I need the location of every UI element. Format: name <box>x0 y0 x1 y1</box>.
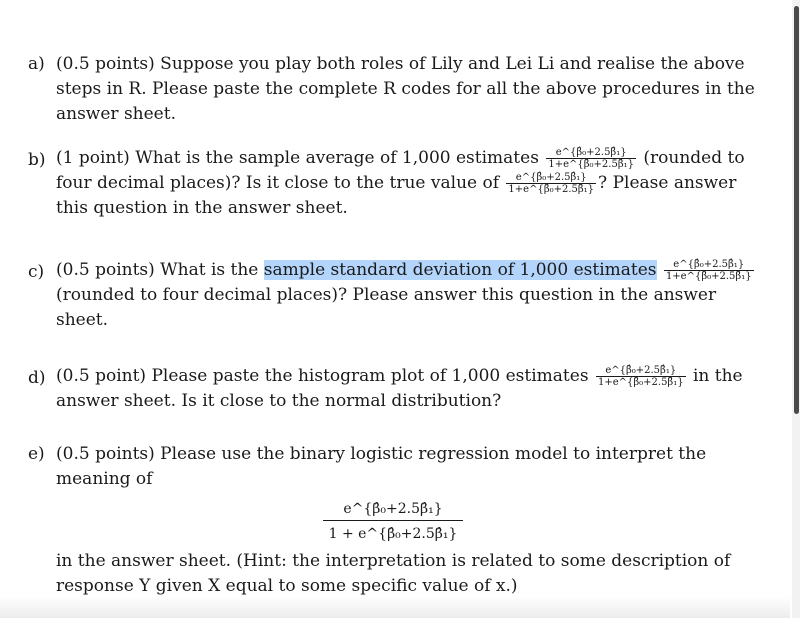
display-fraction-numerator: e^{β̂₀+2.5β̂₁} <box>343 501 443 517</box>
question-c-line-1 <box>56 258 752 283</box>
question-a-label: a) <box>28 54 45 74</box>
question-b-line-1 <box>56 146 745 171</box>
question-d-line-1-text: (0.5 point) Please paste the histogram plot of 1,000 estimates <box>56 366 589 386</box>
question-c-label: c) <box>28 262 45 282</box>
question-b-line-1-end: (rounded to <box>643 148 745 168</box>
fraction-denominator: 1+e^{β̂₀+2.5β̂₁} <box>508 184 595 195</box>
estimate-fraction <box>596 365 686 388</box>
question-c-line-1-text: (0.5 points) What is the <box>56 260 264 280</box>
question-d-label: d) <box>28 368 46 388</box>
question-e-line-1: (0.5 points) Please use the binary logistic regression model to interpret the <box>56 444 707 464</box>
question-a-line-3: answer sheet. <box>56 104 176 124</box>
fraction-denominator: 1+e^{β̂₀+2.5β̂₁} <box>597 377 684 388</box>
question-c <box>28 258 752 333</box>
question-e-line-3: in the answer sheet. (Hint: the interpretation is related to some description of <box>56 551 731 571</box>
question-d-line-2: answer sheet. Is it close to the normal distribution? <box>56 391 502 411</box>
display-fraction-denominator: 1 + e^{β̂₀+2.5β̂₁} <box>323 520 464 545</box>
question-b <box>28 146 745 221</box>
question-e-line-2: meaning of <box>56 469 153 489</box>
fraction-denominator: 1+e^{β̂₀+2.5β̂₁} <box>548 159 634 170</box>
question-c-line-2: (rounded to four decimal places)? Please answer this question in the answer <box>56 285 717 305</box>
fraction-numerator: e^{β̂₀+2.5β̂₁} <box>555 147 627 158</box>
question-a-line-1: (0.5 points) Suppose you play both roles of Lily and Lei Li and realise the above <box>56 54 745 74</box>
question-e <box>28 442 730 599</box>
question-d-line-1-end: in the <box>692 366 743 386</box>
scrollbar-thumb[interactable] <box>794 6 799 414</box>
question-b-line-1-text: (1 point) What is the sample average of 1,000 estimates <box>56 148 539 168</box>
true-value-fraction <box>506 172 596 195</box>
estimate-fraction <box>664 259 754 282</box>
question-b-line-2 <box>56 171 737 196</box>
question-e-label: e) <box>28 444 45 464</box>
question-b-line-3: this question in the answer sheet. <box>56 198 348 218</box>
question-e-line-4: response Y given X equal to some specific value of x.) <box>56 576 518 596</box>
question-a <box>28 52 755 127</box>
display-fraction <box>56 498 730 545</box>
question-a-line-2: steps in R. Please paste the complete R codes for all the above procedures in the <box>56 79 755 99</box>
vertical-scrollbar[interactable] <box>792 0 800 618</box>
question-d-line-1 <box>56 364 743 389</box>
question-b-label: b) <box>28 150 46 170</box>
page-bottom-shadow <box>0 596 790 618</box>
fraction-numerator: e^{β̂₀+2.5β̂₁} <box>515 172 587 183</box>
fraction-numerator: e^{β̂₀+2.5β̂₁} <box>673 259 745 270</box>
question-b-line-2-text: four decimal places)? Is it close to the true value of <box>56 173 500 193</box>
fraction-numerator: e^{β̂₀+2.5β̂₁} <box>605 365 677 376</box>
question-d <box>28 364 743 414</box>
selected-text-highlight[interactable]: sample standard deviation of 1,000 estimates <box>263 260 657 280</box>
fraction-denominator: 1+e^{β̂₀+2.5β̂₁} <box>665 271 752 282</box>
question-c-line-3: sheet. <box>56 310 109 330</box>
estimate-fraction <box>546 147 636 170</box>
question-b-line-2-end: ? Please answer <box>598 173 737 193</box>
